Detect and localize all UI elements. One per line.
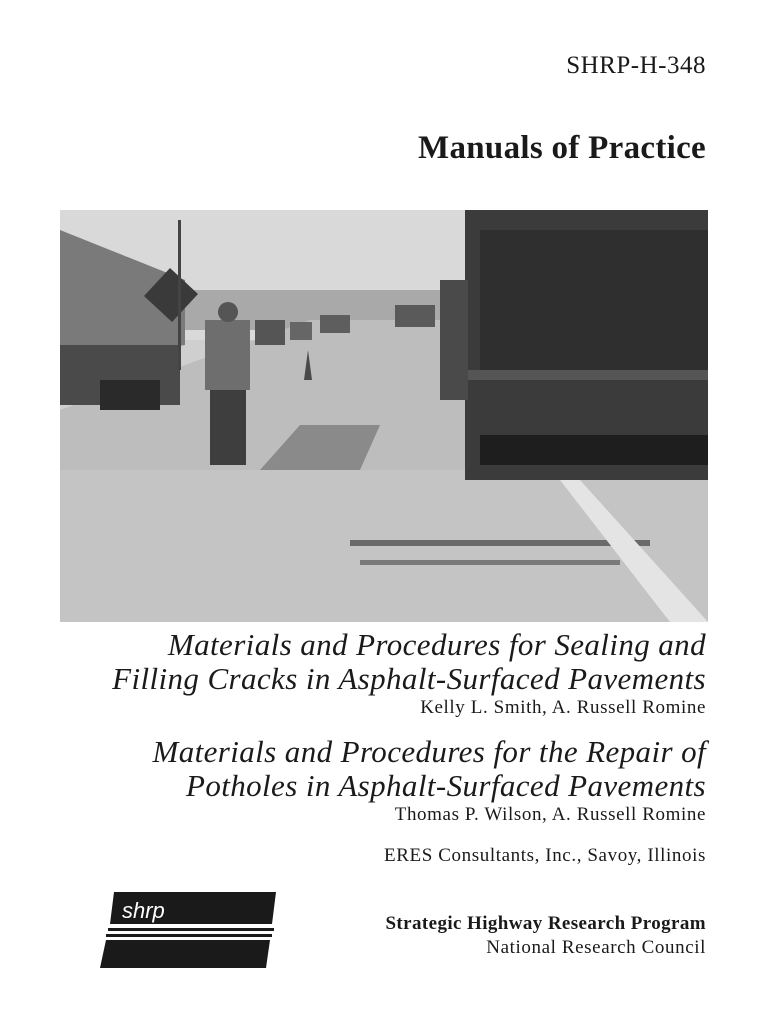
photo-flagger-body xyxy=(205,320,250,390)
title-line: Potholes in Asphalt-Surfaced Pavements xyxy=(185,768,706,803)
manual-title-crack-sealing xyxy=(112,628,706,720)
logo-text: shrp xyxy=(122,898,165,923)
report-number: SHRP-H-348 xyxy=(566,52,706,79)
authors: Kelly L. Smith, A. Russell Romine xyxy=(420,697,706,718)
photo-truck-load xyxy=(480,230,708,380)
photo-flagger-head xyxy=(218,302,238,322)
title-line: Materials and Procedures for the Repair of xyxy=(152,734,706,769)
logo-stripe-2 xyxy=(106,934,272,937)
photo-car-2 xyxy=(290,322,312,340)
manual-title-pothole-repair xyxy=(153,735,707,827)
organization: ERES Consultants, Inc., Savoy, Illinois xyxy=(384,845,706,866)
title-line: Materials and Procedures for Sealing and xyxy=(167,627,706,662)
series-title: Manuals of Practice xyxy=(418,130,706,166)
photo-car-4 xyxy=(395,305,435,327)
photo-car-1 xyxy=(255,320,285,345)
program-block xyxy=(385,912,706,960)
program-name: Strategic Highway Research Program xyxy=(385,913,706,934)
council-name: National Research Council xyxy=(486,937,706,958)
logo-stripe-1 xyxy=(108,928,274,931)
photo-truck-bed-edge xyxy=(465,370,708,380)
photo-car-3 xyxy=(320,315,350,333)
authors: Thomas P. Wilson, A. Russell Romine xyxy=(394,804,706,825)
photo-left-truck-wheel xyxy=(100,380,160,410)
shrp-logo xyxy=(100,892,276,968)
photo-truck-axle xyxy=(480,435,708,465)
photo-crack-line-2 xyxy=(360,560,620,565)
photo-sign-pole xyxy=(178,220,181,370)
logo-bottom-bar xyxy=(100,940,270,968)
photo-truck-side xyxy=(440,280,468,400)
title-line: Filling Cracks in Asphalt-Surfaced Pavements xyxy=(112,661,706,696)
photo-crack-line xyxy=(350,540,650,546)
photo-flagger-legs xyxy=(210,390,246,465)
cover-photo xyxy=(60,210,708,622)
